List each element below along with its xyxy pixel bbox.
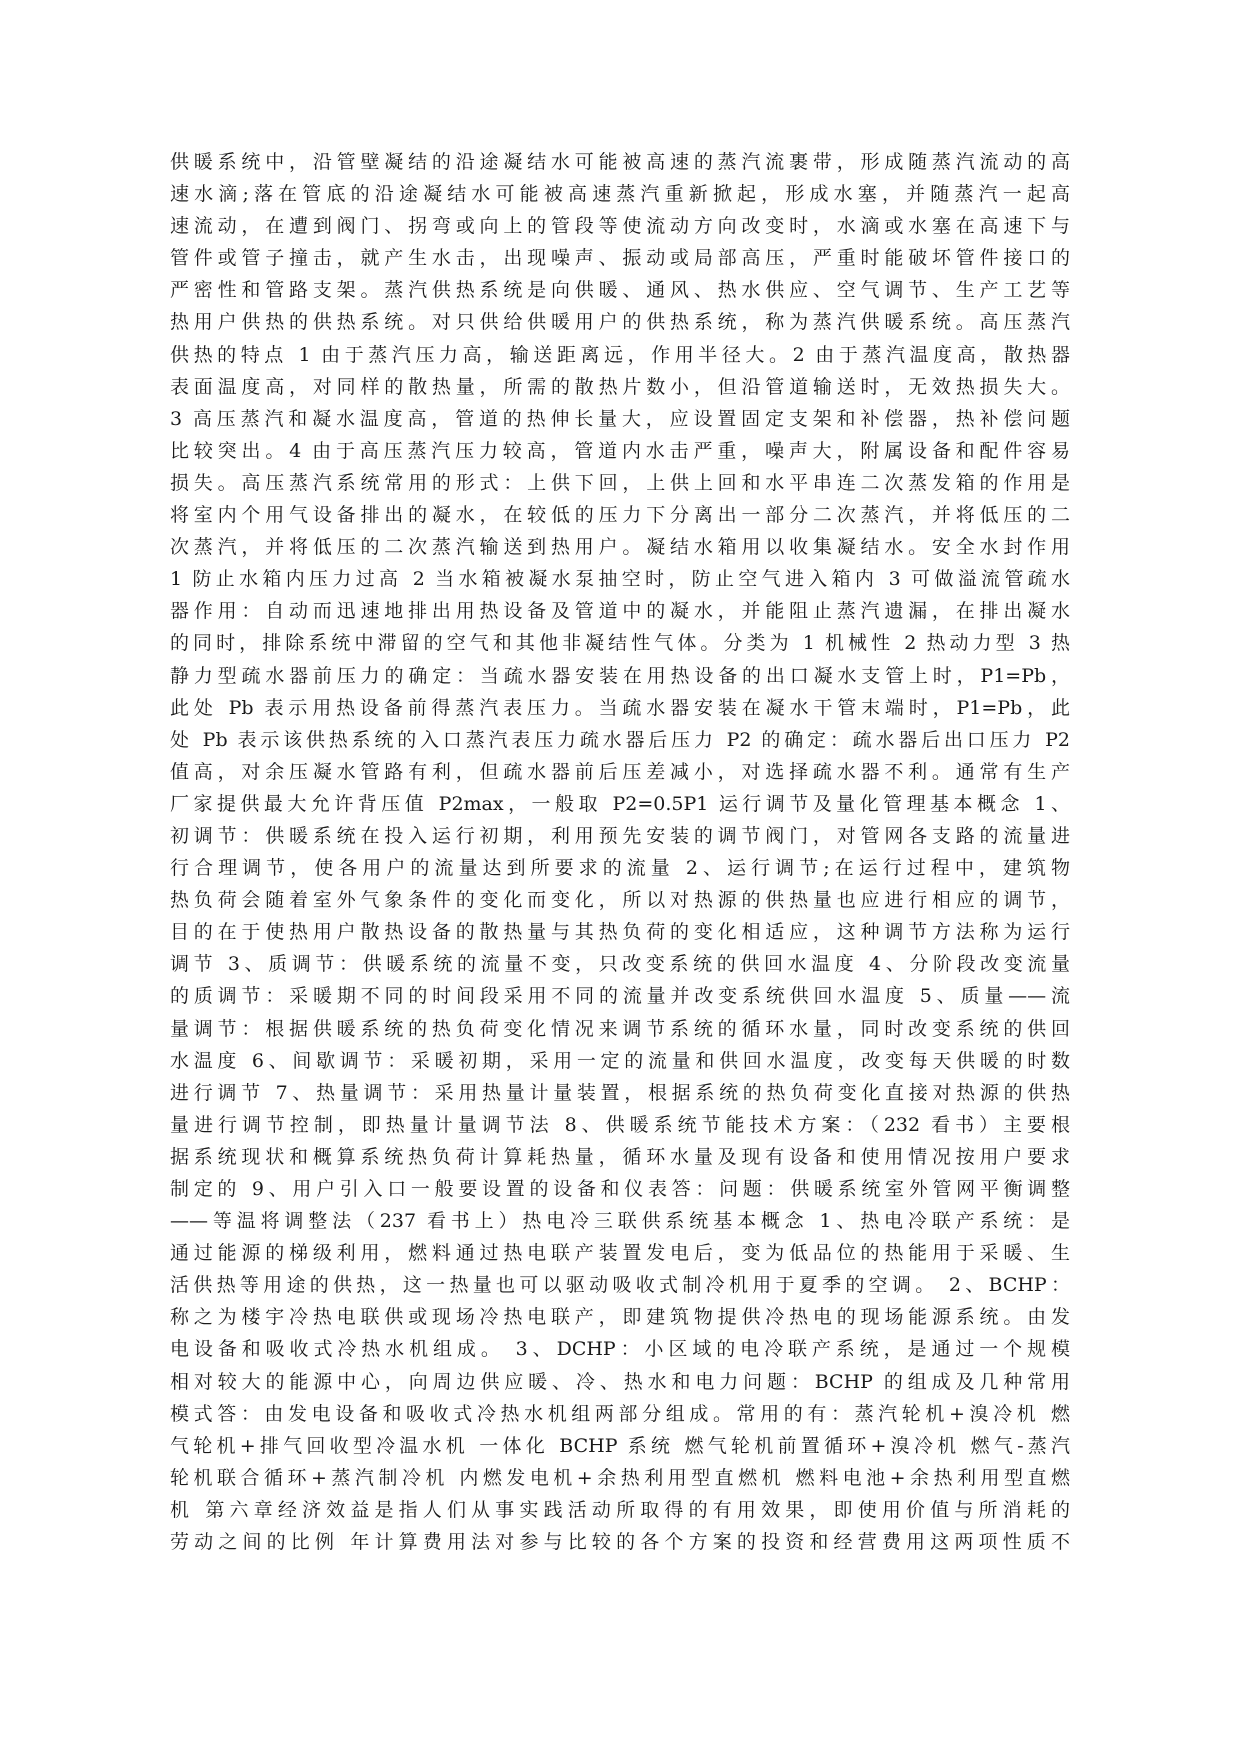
text-line: 供热的特点 1 由于蒸汽压力高，输送距离远，作用半径大。2 由于蒸汽温度高，散热器 xyxy=(170,343,1070,366)
text-line: 据系统现状和概算系统热负荷计算耗热量，循环水量及现有设备和使用情况按用户要求 xyxy=(170,1145,1070,1168)
text-line: 管件或管子撞击，就产生水击，出现噪声、振动或局部高压，严重时能破坏管件接口的 xyxy=(170,247,1070,270)
text-line: 1 防止水箱内压力过高 2 当水箱被凝水泵抽空时，防止空气进入箱内 3 可做溢流管疏水 xyxy=(170,568,1070,591)
text-line: 活供热等用途的供热，这一热量也可以驱动吸收式制冷机用于夏季的空调。 2、BCHP： xyxy=(170,1274,1070,1297)
text-line: 的质调节：采暖期不同的时间段采用不同的流量并改变系统供回水温度 5、质量——流 xyxy=(170,985,1070,1008)
text-line: 值高，对余压凝水管路有利，但疏水器前后压差减小，对选择疏水器不利。通常有生产 xyxy=(170,760,1070,783)
text-line: 将室内个用气设备排出的凝水，在较低的压力下分离出一部分二次蒸汽，并将低压的二 xyxy=(170,504,1070,527)
text-line: 供暖系统中，沿管壁凝结的沿途凝结水可能被高速的蒸汽流裹带，形成随蒸汽流动的高 xyxy=(170,151,1070,173)
text-line: 速水滴;落在管底的沿途凝结水可能被高速蒸汽重新掀起，形成水塞，并随蒸汽一起高 xyxy=(170,183,1070,206)
text-line: 初调节：供暖系统在投入运行初期，利用预先安装的调节阀门，对管网各支路的流量进 xyxy=(170,824,1070,847)
text-line: 行合理调节，使各用户的流量达到所要求的流量 2、运行调节;在运行过程中，建筑物 xyxy=(170,857,1070,880)
text-line: 的同时，排除系统中滞留的空气和其他非凝结性气体。分类为 1 机械性 2 热动力型 3 热 xyxy=(170,632,1070,655)
text-line: 厂家提供最大允许背压值 P2max，一般取 P2=0.5P1 运行调节及量化管理基本概念 1、 xyxy=(170,792,1070,815)
text-line: 3 高压蒸汽和凝水温度高，管道的热伸长量大，应设置固定支架和补偿器，热补偿问题 xyxy=(170,407,1070,430)
text-line: 称之为楼宇冷热电联供或现场冷热电联产，即建筑物提供冷热电的现场能源系统。由发 xyxy=(170,1306,1070,1329)
text-line: 器作用：自动而迅速地排出用热设备及管道中的凝水，并能阻止蒸汽遗漏，在排出凝水 xyxy=(170,600,1070,623)
text-line: 热用户供热的供热系统。对只供给供暖用户的供热系统，称为蒸汽供暖系统。高压蒸汽 xyxy=(170,311,1070,334)
text-line: 相对较大的能源中心，向周边供应暖、冷、热水和电力问题：BCHP 的组成及几种常用 xyxy=(170,1370,1070,1393)
text-line: 气轮机+排气回收型冷温水机 一体化 BCHP 系统 燃气轮机前置循环+溴冷机 燃气-蒸汽 xyxy=(170,1434,1070,1457)
text-line: 电设备和吸收式冷热水机组成。 3、DCHP：小区域的电冷联产系统，是通过一个规模 xyxy=(170,1338,1070,1361)
text-line: 比较突出。4 由于高压蒸汽压力较高，管道内水击严重，噪声大，附属设备和配件容易 xyxy=(170,439,1070,462)
text-line: 此处 Pb 表示用热设备前得蒸汽表压力。当疏水器安装在凝水干管末端时，P1=Pb，此 xyxy=(170,696,1070,719)
text-line: 次蒸汽，并将低压的二次蒸汽输送到热用户。凝结水箱用以收集凝结水。安全水封作用 xyxy=(170,536,1070,559)
text-line: 严密性和管路支架。蒸汽供热系统是向供暖、通风、热水供应、空气调节、生产工艺等 xyxy=(170,279,1070,302)
text-line: 处 Pb 表示该供热系统的入口蒸汽表压力疏水器后压力 P2 的确定：疏水器后出口压力 P2 xyxy=(170,728,1070,751)
text-line: 静力型疏水器前压力的确定：当疏水器安装在用热设备的出口凝水支管上时，P1=Pb， xyxy=(170,664,1070,687)
text-line: 目的在于使热用户散热设备的散热量与其热负荷的变化相适应，这种调节方法称为运行 xyxy=(170,921,1070,944)
text-line: 劳动之间的比例 年计算费用法对参与比较的各个方案的投资和经营费用这两项性质不 xyxy=(170,1531,1070,1554)
text-line: 量进行调节控制，即热量计量调节法 8、供暖系统节能技术方案：（232 看书）主要根 xyxy=(170,1113,1070,1136)
text-line: 通过能源的梯级利用，燃料通过热电联产装置发电后，变为低品位的热能用于采暖、生 xyxy=(170,1242,1070,1265)
text-line: 热负荷会随着室外气象条件的变化而变化，所以对热源的供热量也应进行相应的调节， xyxy=(170,889,1070,912)
text-line: ——等温将调整法（237 看书上）热电冷三联供系统基本概念 1、热电冷联产系统：是 xyxy=(170,1210,1070,1233)
text-line: 量调节：根据供暖系统的热负荷变化情况来调节系统的循环水量，同时改变系统的供回 xyxy=(170,1017,1070,1040)
text-line: 速流动，在遭到阀门、拐弯或向上的管段等使流动方向改变时，水滴或水塞在高速下与 xyxy=(170,215,1070,238)
body-text xyxy=(170,146,1070,1558)
text-line: 表面温度高，对同样的散热量，所需的散热片数小，但沿管道输送时，无效热损失大。 xyxy=(170,375,1070,398)
text-line: 水温度 6、间歇调节：采暖初期，采用一定的流量和供回水温度，改变每天供暖的时数 xyxy=(170,1049,1070,1072)
text-line: 损失。高压蒸汽系统常用的形式：上供下回，上供上回和水平串连二次蒸发箱的作用是 xyxy=(170,471,1070,494)
text-line: 轮机联合循环+蒸汽制冷机 内燃发电机+余热利用型直燃机 燃料电池+余热利用型直燃 xyxy=(170,1466,1070,1489)
text-line: 进行调节 7、热量调节：采用热量计量装置，根据系统的热负荷变化直接对热源的供热 xyxy=(170,1081,1070,1104)
text-line: 机 第六章经济效益是指人们从事实践活动所取得的有用效果，即使用价值与所消耗的 xyxy=(170,1498,1070,1521)
text-line: 制定的 9、用户引入口一般要设置的设备和仪表答：问题：供暖系统室外管网平衡调整 xyxy=(170,1178,1070,1200)
text-line: 模式答：由发电设备和吸收式冷热水机组两部分组成。常用的有：蒸汽轮机+溴冷机 燃 xyxy=(170,1402,1070,1425)
text-line: 调节 3、质调节：供暖系统的流量不变，只改变系统的供回水温度 4、分阶段改变流量 xyxy=(170,953,1070,976)
